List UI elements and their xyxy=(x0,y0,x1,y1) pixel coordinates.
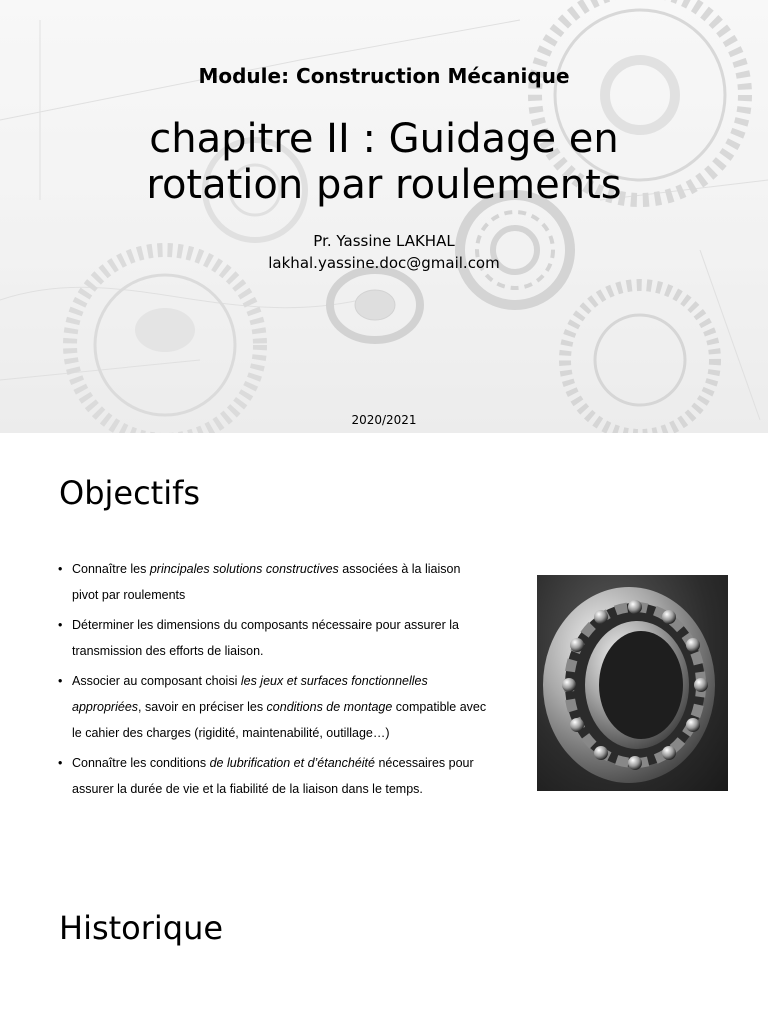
author-block xyxy=(0,230,768,274)
bullet-icon: • xyxy=(58,562,63,576)
author-name: Pr. Yassine LAKHAL xyxy=(313,232,455,250)
author-email: lakhal.yassine.doc@gmail.com xyxy=(268,254,500,272)
bullet-icon: • xyxy=(58,674,63,688)
objectives-heading: Objectifs xyxy=(59,474,201,512)
bullet-icon: • xyxy=(58,756,63,770)
module-title: Module: Construction Mécanique xyxy=(198,64,570,88)
history-heading: Historique xyxy=(59,909,224,947)
academic-year: 2020/2021 xyxy=(351,413,417,427)
list-item: • Connaître les principales solutions constructives associées à la liaison pivot par roulements xyxy=(58,556,488,608)
chapter-title-line-2: rotation par roulements xyxy=(146,162,622,208)
bullet-icon: • xyxy=(58,618,63,632)
chapter-title xyxy=(40,116,728,208)
objectives-list xyxy=(58,556,488,806)
chapter-title-line-1: chapitre II : Guidage en xyxy=(149,116,619,162)
bearing-icon xyxy=(537,575,728,791)
list-item: • Déterminer les dimensions du composants nécessaire pour assurer la transmission des efforts de liaison. xyxy=(58,612,488,664)
title-slide xyxy=(0,0,768,433)
list-item: • Connaître les conditions de lubrification et d’étanchéité nécessaires pour assurer la durée de vie et la fiabilité de la liaison dans le temps. xyxy=(58,750,488,802)
list-item: • Associer au composant choisi les jeux et surfaces fonctionnelles appropriées, savoir en préciser les conditions de montage compatible avec le cahier des charges (rigidité, maintenabilité, outillage…) xyxy=(58,668,488,746)
ball-bearing-photo xyxy=(537,575,728,791)
